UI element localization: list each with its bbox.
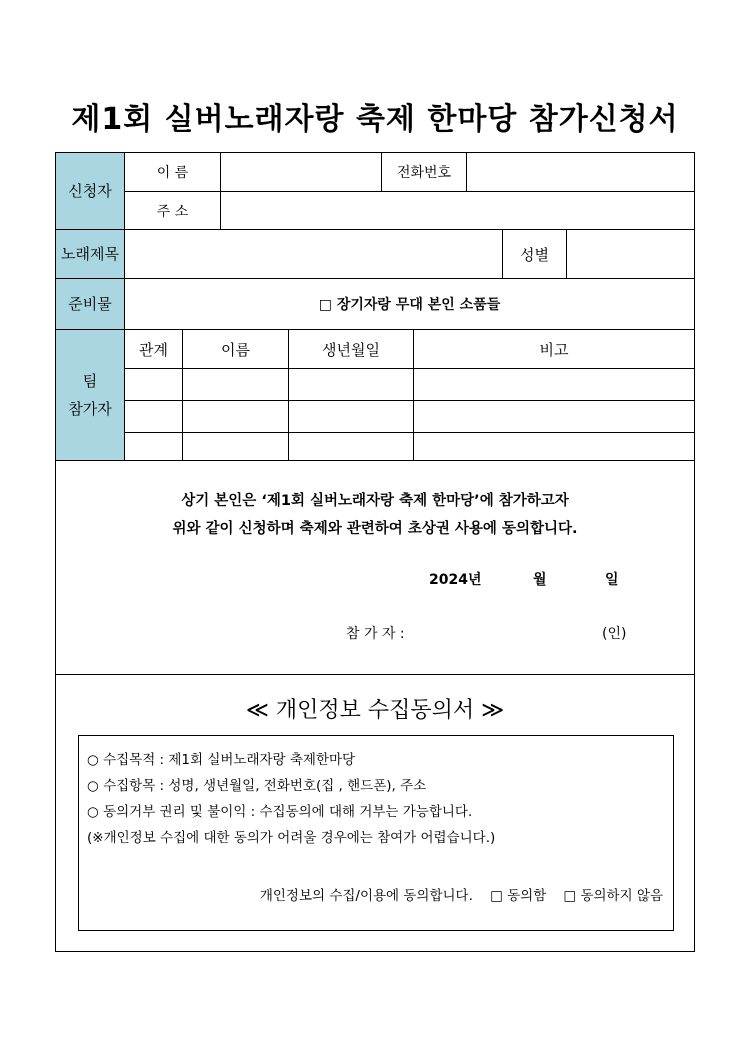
team-participants-label: 참가자: [68, 400, 112, 418]
song-title-field[interactable]: [125, 230, 502, 278]
col-name: 이름: [221, 340, 250, 359]
privacy-title: ≪ 개인정보 수집동의서 ≫: [245, 698, 505, 723]
application-form: [55, 152, 695, 952]
date-month: 월: [533, 572, 547, 588]
col-remarks: 비고: [539, 340, 569, 359]
consent-line-1: 상기 본인은 ‘제1회 실버노래자랑 축제 한마당’에 참가하고자: [181, 493, 569, 509]
song-title-label: 노래제목: [56, 230, 124, 278]
supplies-label: 준비물: [56, 279, 124, 329]
privacy-refusal: ○ 동의거부 권리 및 불이익 : 수집동의에 대해 거부는 가능합니다.: [87, 804, 473, 820]
agreement-text: 개인정보의 수집/이용에 동의합니다.: [259, 888, 473, 904]
supplies-text: □ 장기자랑 무대 본인 소품들: [318, 297, 501, 313]
privacy-purpose: ○ 수집목적 : 제1회 실버노래자랑 축제한마당: [87, 752, 356, 768]
gender-field[interactable]: [567, 230, 694, 278]
seal-mark: (인): [602, 626, 627, 642]
phone-field[interactable]: [467, 153, 694, 191]
privacy-note: (※개인정보 수집에 대한 동의가 어려울 경우에는 참여가 어렵습니다.): [87, 830, 496, 846]
team-label: 팀: [82, 372, 98, 390]
privacy-items: ○ 수집항목 : 성명, 생년월일, 전화번호(집 , 핸드폰), 주소: [87, 778, 427, 794]
name-label: 이 름: [156, 165, 189, 181]
col-birthdate: 생년월일: [322, 340, 380, 359]
form-title: 제1회 실버노래자랑 축제 한마당 참가신청서: [71, 102, 679, 137]
agree-checkbox[interactable]: □ 동의함: [490, 888, 547, 904]
row-divider: [124, 400, 694, 401]
row-divider: [56, 460, 694, 461]
date-day: 일: [605, 572, 619, 588]
row-divider: [124, 432, 694, 433]
privacy-agreement: [260, 884, 663, 904]
participant-label: 참 가 자 :: [346, 626, 405, 642]
row-divider: [124, 368, 694, 369]
name-field[interactable]: [221, 153, 381, 191]
phone-label: 전화번호: [396, 165, 452, 181]
address-label: 주 소: [156, 203, 189, 220]
privacy-box: [78, 735, 674, 931]
disagree-checkbox[interactable]: □ 동의하지 않음: [563, 888, 663, 904]
gender-label: 성별: [520, 245, 549, 264]
date-year: 2024년: [429, 572, 482, 588]
address-field[interactable]: [221, 192, 694, 229]
consent-line-2: 위와 같이 신청하며 축제와 관련하여 초상권 사용에 동의합니다.: [172, 521, 578, 537]
col-relation: 관계: [139, 340, 168, 359]
row-divider: [56, 674, 694, 675]
applicant-section-label: 신청자: [56, 153, 124, 229]
team-section-label: [56, 330, 124, 460]
